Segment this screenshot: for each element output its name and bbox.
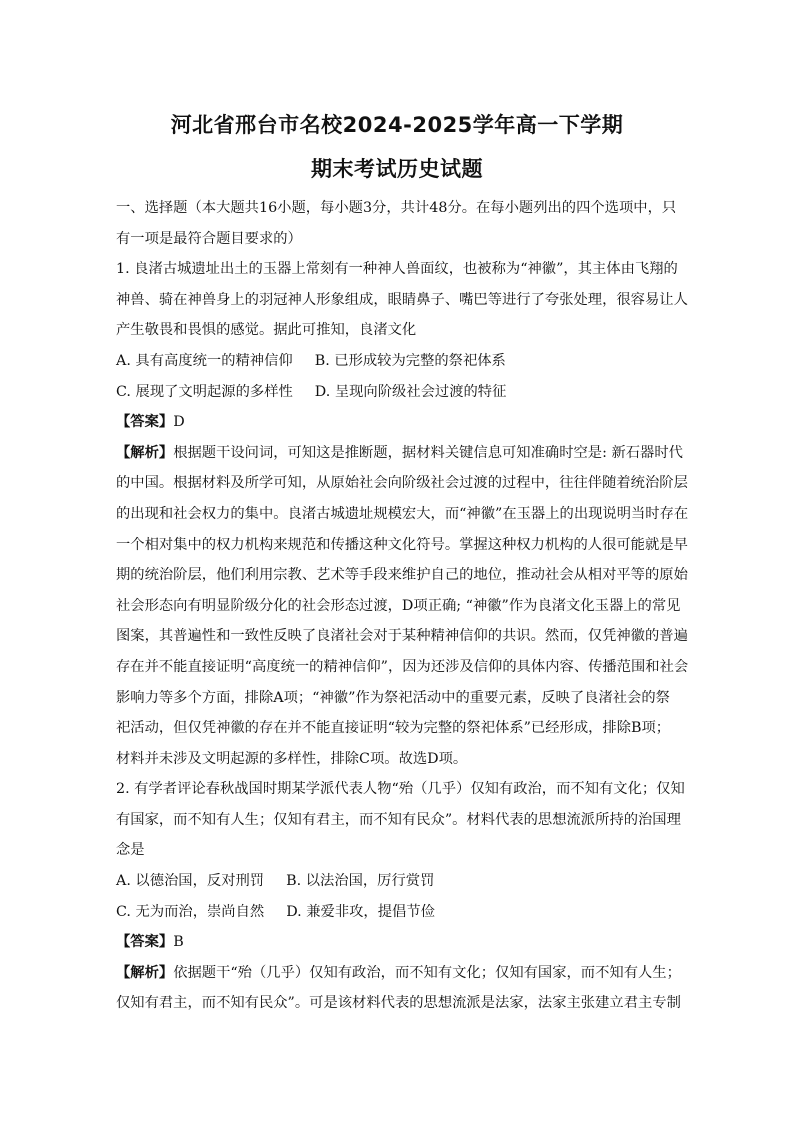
q2-stem-line: 有国家，而不知有人生；仅知有君主，而不知有民众”。材料代表的思想流派所持的治国理	[116, 811, 681, 828]
q1-analysis-line: 材料并未涉及文明起源的多样性，排除C项。故选D项。	[116, 750, 468, 767]
q2-analysis-line	[116, 958, 681, 989]
q1-analysis-line: 图案，其普遍性和一致性反映了良渚社会对于某种精神信仰的共识。然而，仅凭神徽的普遍	[116, 628, 688, 645]
section-header-line-1: 一、选择题（本大题共16小题，每小题3分，共计48分。在每小题列出的四个选项中，只	[116, 200, 677, 216]
q1-analysis-line: 的中国。根据材料及所学可知，从原始社会向阶级社会过渡的过程中，往往伴随着统治阶层	[116, 475, 688, 492]
q2-analysis-line: 仅知有君主，而不知有民众”。可是该材料代表的思想流派是法家，法家主张建立君主专制	[116, 995, 681, 1012]
q1-analysis-line	[116, 438, 683, 469]
analysis-text: 根据题干设问词，可知这是推断题，据材料关键信息可知准确时空是: 新石器时代	[173, 444, 683, 461]
analysis-label: 【解析】	[116, 964, 174, 981]
q1-option-c: C. 展现了文明起源的多样性	[116, 383, 293, 400]
q1-stem-line: 产生敬畏和畏惧的感觉。据此可推知，良渚文化	[116, 322, 417, 339]
q1-option-d: D. 呈现向阶级社会过渡的特征	[314, 383, 507, 400]
q1-analysis-line: 一个相对集中的权力机构来规范和传播这种文化符号。掌握这种权力机构的人很可能就是早	[116, 536, 688, 553]
q1-stem-line: 1. 良渚古城遗址出土的玉器上常刻有一种神人兽面纹，也被称为“神徽”，其主体由飞翔的	[116, 261, 678, 278]
q1-analysis-line: 影响力等多个方面，排除A项；“神徽”作为祭祀活动中的重要元素，反映了良渚社会的祭	[116, 689, 670, 706]
q1-option-b: B. 已形成较为完整的祭祀体系	[314, 352, 506, 369]
q2-stem-line: 2. 有学者评论春秋战国时期某学派代表人物“殆（几乎）仅知有政治，而不知有文化；仅知	[116, 781, 685, 798]
title-line-2: 期末考试历史试题	[311, 157, 483, 181]
answer-label: 【答案】	[116, 934, 174, 951]
q2-options-cd	[116, 897, 678, 928]
q1-analysis-line: 期的统治阶层，他们利用宗教、艺术等手段来维护自己的地位，推动社会从相对平等的原始	[116, 567, 688, 584]
q2-options-ab	[116, 866, 678, 897]
q2-option-d: D. 兼爱非攻，提倡节俭	[286, 903, 435, 920]
q2-answer	[116, 927, 678, 958]
q1-options-cd	[116, 377, 678, 408]
q1-analysis-line: 社会形态向有明显阶级分化的社会形态过渡，D项正确; “神徽”作为良渚文化玉器上的常见	[116, 597, 681, 614]
q1-answer	[116, 407, 678, 438]
q2-option-a: A. 以德治国，反对刑罚	[116, 873, 265, 890]
q1-analysis-line: 存在并不能直接证明“高度统一的精神信仰”，因为还涉及信仰的具体内容、传播范围和社会	[116, 658, 689, 675]
q1-option-a: A. 具有高度统一的精神信仰	[116, 352, 293, 369]
answer-label: 【答案】	[116, 414, 174, 431]
q1-options-ab	[116, 346, 678, 377]
analysis-label: 【解析】	[116, 444, 174, 461]
answer-value: B	[173, 934, 184, 951]
answer-value: D	[173, 414, 185, 431]
section-header-line-2: 有一项是最符合题目要求的）	[116, 230, 302, 247]
q2-option-b: B. 以法治国，厉行赏罚	[286, 873, 435, 890]
q1-analysis-line: 的出现和社会权力的集中。良渚古城遗址规模宏大，而“神徽”在玉器上的出现说明当时存在	[116, 505, 689, 522]
q1-analysis-line: 祀活动，但仅凭神徽的存在并不能直接证明“较为完整的祭祀体系”已经形成，排除B项；	[116, 720, 671, 737]
q1-stem-line: 神兽、骑在神兽身上的羽冠神人形象组成，眼睛鼻子、嘴巴等进行了夸张处理，很容易让人	[116, 291, 688, 308]
analysis-text: 依据题干“殆（几乎）仅知有政治，而不知有文化；仅知有国家，而不知有人生；	[173, 964, 681, 981]
q2-option-c: C. 无为而治，崇尚自然	[116, 903, 265, 920]
q2-stem-line: 念是	[116, 842, 145, 859]
title-line-1: 河北省邢台市名校2024-2025学年高一下学期	[170, 113, 624, 137]
